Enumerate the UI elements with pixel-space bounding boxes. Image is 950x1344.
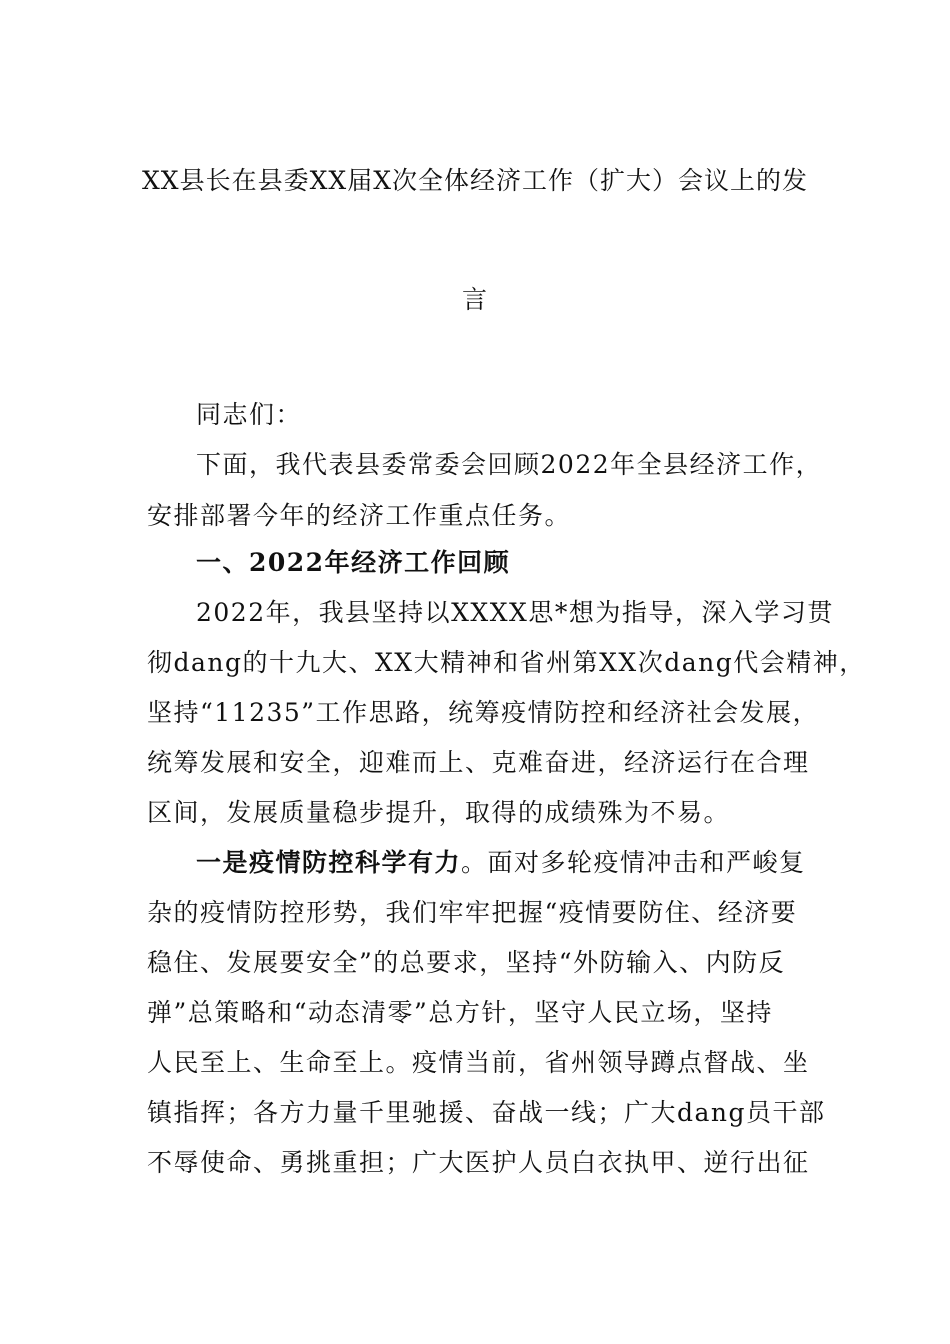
intro-line: 下面，我代表县委常委会回顾2022年全县经济工作， bbox=[196, 450, 823, 479]
paragraph-lead-rest: 。面对多轮疫情冲击和严峻复 bbox=[461, 848, 806, 877]
document-title-line-2: 言 bbox=[461, 285, 488, 314]
paragraph-line: 彻dang的十九大、XX大精神和省州第XX次dang代会精神， bbox=[147, 648, 866, 677]
intro-line: 安排部署今年的经济工作重点任务。 bbox=[147, 501, 572, 530]
paragraph-line: 统筹发展和安全，迎难而上、克难奋进，经济运行在合理 bbox=[147, 748, 810, 777]
paragraph-line-first bbox=[196, 847, 806, 879]
paragraph-line: 不辱使命、勇挑重担；广大医护人员白衣执甲、逆行出征 bbox=[147, 1148, 810, 1177]
section-heading: 一、2022年经济工作回顾 bbox=[196, 548, 511, 577]
document-title-line-1: XX县长在县委XX届X次全体经济工作（扩大）会议上的发 bbox=[142, 166, 808, 195]
paragraph-line: 区间，发展质量稳步提升，取得的成绩殊为不易。 bbox=[147, 798, 731, 827]
paragraph-line: 稳住、发展要安全”的总要求，坚持“外防输入、内防反 bbox=[147, 948, 786, 977]
paragraph-line: 镇指挥；各方力量千里驰援、奋战一线；广大dang员干部 bbox=[147, 1098, 826, 1127]
paragraph-line: 杂的疫情防控形势，我们牢牢把握“疫情要防住、经济要 bbox=[147, 898, 798, 927]
paragraph-line: 弹”总策略和“动态清零”总方针，坚守人民立场，坚持 bbox=[147, 998, 773, 1027]
greeting: 同志们： bbox=[196, 400, 303, 429]
paragraph-line: 坚持“11235”工作思路，统筹疫情防控和经济社会发展， bbox=[147, 698, 820, 727]
paragraph-line: 2022年，我县坚持以XXXX思*想为指导，深入学习贯 bbox=[196, 598, 834, 627]
paragraph-lead-bold: 一是疫情防控科学有力 bbox=[196, 848, 462, 877]
paragraph-line: 人民至上、生命至上。疫情当前，省州领导蹲点督战、坐 bbox=[147, 1048, 810, 1077]
